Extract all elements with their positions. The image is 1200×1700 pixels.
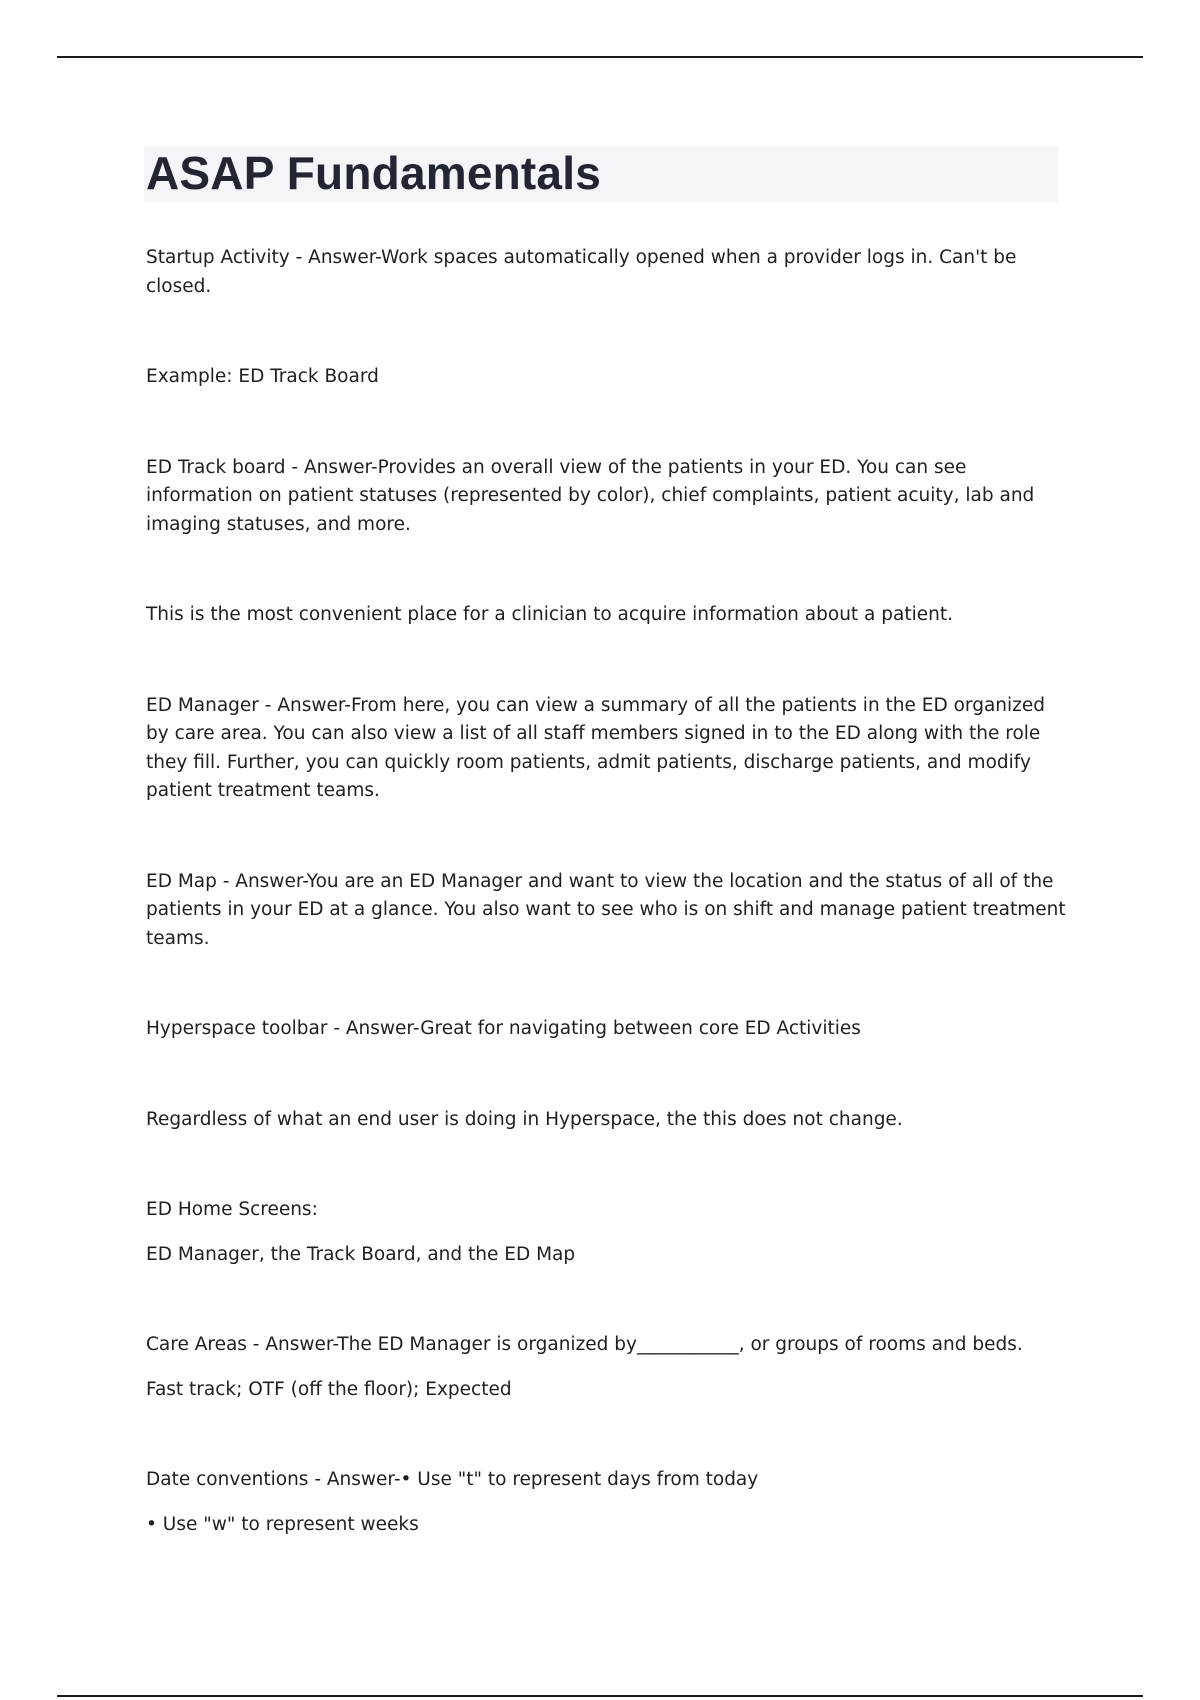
document-body [146, 244, 1066, 1539]
paragraph-care-area-examples: Fast track; OTF (off the floor); Expected [146, 1378, 512, 1400]
paragraph-hyperspace-toolbar: Hyperspace toolbar - Answer-Great for navigating between core ED Activities [146, 1018, 861, 1039]
paragraph-date-weeks: • Use "w" to represent weeks [146, 1513, 419, 1535]
top-rule [57, 56, 1143, 58]
paragraph-ed-home-screens: ED Home Screens: [146, 1199, 318, 1220]
bottom-rule [57, 1695, 1143, 1697]
paragraph-example-track-board: Example: ED Track Board [146, 366, 379, 387]
paragraph-ed-track-board: ED Track board - Answer-Provides an overall view of the patients in your ED. You can see information on patient statuses (represented by color), chief complaints, patient acuity, lab and imaging statuses, and more. [146, 456, 1035, 535]
paragraph-convenient-place: This is the most convenient place for a clinician to acquire information about a patient. [146, 604, 953, 625]
paragraph-ed-map: ED Map - Answer-You are an ED Manager and want to view the location and the status of all of the patients in your ED at a glance. You also want to see who is on shift and manage patient treatment teams. [146, 870, 1066, 949]
paragraph-care-areas: Care Areas - Answer-The ED Manager is organized by___________, or groups of rooms and beds. [146, 1334, 1023, 1355]
page-title: ASAP Fundamentals [146, 147, 601, 199]
paragraph-date-conventions: Date conventions - Answer-• Use "t" to represent days from today [146, 1469, 759, 1490]
paragraph-startup-activity: Startup Activity - Answer-Work spaces automatically opened when a provider logs in. Can't be closed. [146, 247, 1017, 297]
paragraph-home-screen-list: ED Manager, the Track Board, and the ED Map [146, 1243, 576, 1265]
paragraph-hyperspace-unchanged: Regardless of what an end user is doing in Hyperspace, the this does not change. [146, 1108, 903, 1130]
paragraph-ed-manager: ED Manager - Answer-From here, you can view a summary of all the patients in the ED organized by care area. You can also view a list of all staff members signed in to the ED along with the role they fill. Further, you can quickly room patients, admit patients, discharge patients, and modify patient treatment teams. [146, 694, 1045, 801]
